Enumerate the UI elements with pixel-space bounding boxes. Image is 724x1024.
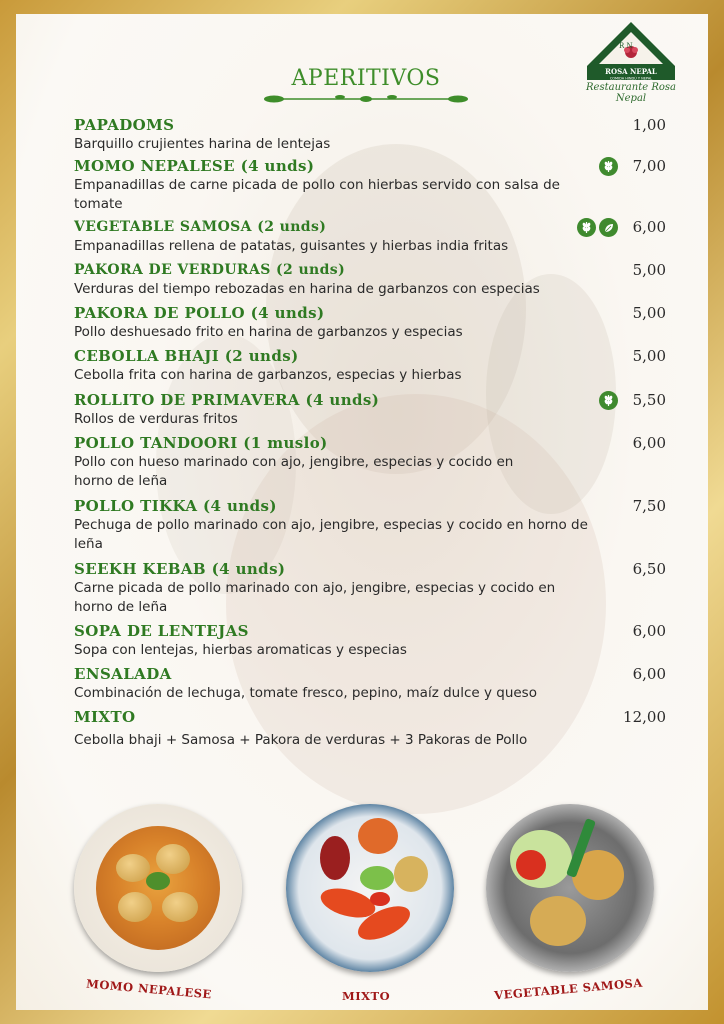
leaf-icon — [599, 218, 618, 237]
menu-item-rollito-primavera — [74, 391, 668, 429]
item-price: 6,00 — [632, 665, 666, 683]
item-price: 5,00 — [632, 261, 666, 279]
item-name: SEEKH KEBAB (4 unds) — [74, 560, 286, 578]
item-price: 6,00 — [632, 622, 666, 640]
menu-sheet — [16, 14, 708, 1010]
menu-item-pakora-pollo — [74, 304, 668, 342]
logo-subtitle: Restaurante Rosa Nepal — [586, 82, 676, 104]
item-price: 5,00 — [632, 304, 666, 322]
menu-list — [74, 116, 668, 752]
item-name: PAPADOMS — [74, 116, 175, 134]
item-description: Sopa con lentejas, hierbas aromaticas y especias — [74, 642, 407, 658]
item-name: PAKORA DE VERDURAS (2 unds) — [74, 262, 346, 278]
item-name: MIXTO — [74, 708, 136, 726]
logo-tagline: COMIDA HINDÚ Y NEPAL — [609, 76, 653, 81]
photo-mixto — [286, 804, 454, 972]
photo-vegetable-samosa — [486, 804, 654, 972]
item-price: 6,50 — [632, 560, 666, 578]
item-price: 6,00 — [632, 434, 666, 452]
item-name: ROLLITO DE PRIMAVERA (4 unds) — [74, 391, 380, 409]
item-price: 5,50 — [632, 391, 666, 409]
wheat-icon — [599, 391, 618, 410]
logo-initials: R N — [619, 42, 633, 50]
title-ornament-icon — [260, 93, 472, 105]
item-name: SOPA DE LENTEJAS — [74, 622, 249, 640]
item-description: Empanadillas rellena de patatas, guisantes y hierbas india fritas — [74, 238, 509, 254]
dietary-icons — [577, 218, 618, 237]
menu-item-sopa-lentejas — [74, 622, 668, 660]
wheat-icon — [577, 218, 596, 237]
section-header — [260, 66, 472, 105]
item-price: 6,00 — [632, 218, 666, 236]
item-description: Pollo con hueso marinado con ajo, jengibre, especias y cocido en horno de leña — [74, 454, 514, 489]
item-description: Combinación de lechuga, tomate fresco, pepino, maíz dulce y queso — [74, 685, 537, 701]
item-description: Pechuga de pollo marinado con ajo, jengibre, especias y cocido en horno de leña — [74, 517, 588, 552]
item-description: Verduras del tiempo rebozadas en harina de garbanzos con especias — [74, 281, 540, 297]
menu-item-mixto — [74, 708, 668, 750]
item-description: Cebolla frita con harina de garbanzos, especias y hierbas — [74, 367, 462, 383]
item-price: 12,00 — [623, 708, 666, 726]
caption-mixto: MIXTO — [342, 989, 391, 1003]
item-price: 1,00 — [632, 116, 666, 134]
item-price: 7,50 — [632, 497, 666, 515]
logo-emblem-icon — [583, 20, 679, 82]
menu-item-pollo-tandoori — [74, 434, 668, 491]
item-description: Cebolla bhaji + Samosa + Pakora de verduras + 3 Pakoras de Pollo — [74, 732, 528, 748]
menu-item-pollo-tikka — [74, 497, 668, 554]
menu-item-vegetable-samosa — [74, 218, 668, 256]
wheat-icon — [599, 157, 618, 176]
logo-name: ROSA NEPAL — [605, 67, 657, 76]
item-name: CEBOLLA BHAJI (2 unds) — [74, 347, 299, 365]
dietary-icons — [599, 391, 618, 410]
item-description: Rollos de verduras fritos — [74, 411, 238, 427]
menu-item-momo-nepalese — [74, 157, 668, 214]
menu-item-cebolla-bhaji — [74, 347, 668, 385]
item-name: POLLO TIKKA (4 unds) — [74, 497, 277, 515]
photo-momo-nepalese — [74, 804, 242, 972]
menu-item-ensalada — [74, 665, 668, 703]
momo-bowl — [96, 826, 220, 950]
menu-item-papadoms — [74, 116, 668, 154]
item-name: PAKORA DE POLLO (4 unds) — [74, 304, 325, 322]
item-description: Carne picada de pollo marinado con ajo, jengibre, especias y cocido en horno de leña — [74, 580, 556, 615]
item-name: POLLO TANDOORI (1 muslo) — [74, 434, 328, 452]
item-price: 7,00 — [632, 157, 666, 175]
section-title: APERITIVOS — [291, 66, 441, 91]
dietary-icons — [599, 157, 618, 176]
caption-momo-nepalese: MOMO NEPALESE — [85, 976, 213, 1002]
menu-item-seekh-kebab — [74, 560, 668, 617]
caption-vegetable-samosa: VEGETABLE SAMOSA — [493, 975, 644, 1003]
item-description: Barquillo crujientes harina de lentejas — [74, 136, 331, 152]
item-price: 5,00 — [632, 347, 666, 365]
item-name: MOMO NEPALESE (4 unds) — [74, 157, 315, 175]
restaurant-logo — [576, 20, 686, 104]
food-photos — [16, 804, 708, 1004]
item-description: Pollo deshuesado frito en harina de garbanzos y especias — [74, 324, 463, 340]
menu-item-pakora-verduras — [74, 261, 668, 299]
item-name: VEGETABLE SAMOSA (2 unds) — [74, 219, 327, 235]
item-description: Empanadillas de carne picada de pollo con hierbas servido con salsa de tomate — [74, 177, 560, 212]
item-name: ENSALADA — [74, 665, 172, 683]
